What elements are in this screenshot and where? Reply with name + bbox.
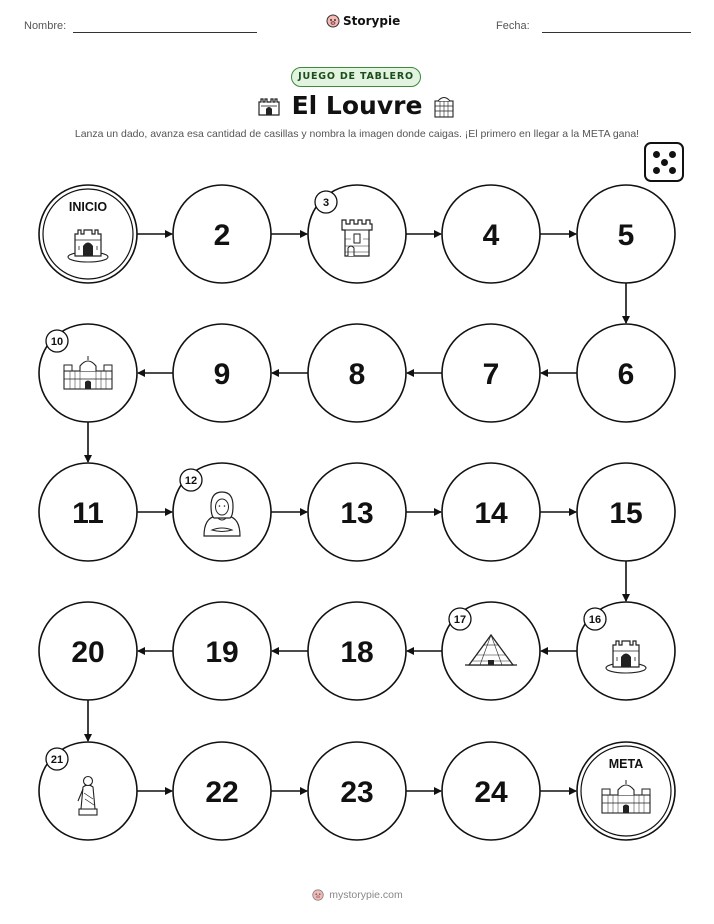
board-space-8: [308, 324, 406, 422]
pig-mascot-icon: [311, 888, 325, 902]
space-number: 5: [617, 219, 635, 252]
board-space-10: [39, 324, 137, 422]
board-space-6: [577, 324, 675, 422]
board-space-17: [442, 602, 540, 700]
category-badge: JUEGO DE TABLERO: [291, 67, 421, 87]
board-space-3: [308, 185, 406, 283]
board-space-19: [173, 602, 271, 700]
space-number: 14: [474, 497, 508, 530]
space-number: 8: [348, 358, 366, 391]
space-number: 6: [617, 358, 635, 391]
instructions-text: Lanza un dado, avanza esa cantidad de casillas y nombra la imagen donde caigas. ¡El primero en llegar a la META gana!: [74, 128, 640, 140]
space-number: 18: [340, 636, 374, 669]
finish-label: META: [608, 757, 644, 771]
board-space-20: [39, 602, 137, 700]
date-label: Fecha:: [496, 20, 530, 32]
space-number: 10: [50, 336, 64, 348]
start-label: INICIO: [68, 200, 108, 214]
space-number: 22: [205, 776, 239, 809]
space-number: 13: [340, 497, 374, 530]
board-space-22: [173, 742, 271, 840]
board-space-11: [39, 463, 137, 561]
space-number: 15: [609, 497, 643, 530]
space-number: 17: [453, 614, 467, 626]
board-space-14: [442, 463, 540, 561]
space-number: 12: [184, 475, 198, 487]
space-number: 4: [482, 219, 500, 252]
space-number: 2: [213, 219, 231, 252]
space-number: 16: [588, 614, 602, 626]
board-space-12: [173, 463, 271, 561]
space-number: 20: [71, 636, 105, 669]
board-space-4: [442, 185, 540, 283]
name-label: Nombre:: [24, 20, 67, 32]
board-space-16: [577, 602, 675, 700]
space-number: 19: [205, 636, 239, 669]
space-number: 24: [474, 776, 508, 809]
space-number: 21: [50, 754, 64, 766]
board-space-start: [39, 185, 137, 283]
board-space-9: [173, 324, 271, 422]
board-space-finish: [577, 742, 675, 840]
board-space-5: [577, 185, 675, 283]
space-number: 3: [322, 197, 330, 209]
board-space-21: [39, 742, 137, 840]
board-space-23: [308, 742, 406, 840]
board-space-7: [442, 324, 540, 422]
space-number: 11: [72, 497, 104, 530]
board-space-2: [173, 185, 271, 283]
board-space-15: [577, 463, 675, 561]
board-space-13: [308, 463, 406, 561]
space-number: 23: [340, 776, 374, 809]
footer: [0, 888, 714, 902]
board-space-18: [308, 602, 406, 700]
footer-site: mystorypie.com: [329, 889, 403, 901]
page-title: El Louvre: [291, 91, 423, 120]
tower-icon: [342, 220, 372, 256]
space-number: 9: [213, 358, 231, 391]
space-number: 7: [482, 358, 500, 391]
board-space-24: [442, 742, 540, 840]
brand-name: Storypie: [343, 14, 401, 28]
